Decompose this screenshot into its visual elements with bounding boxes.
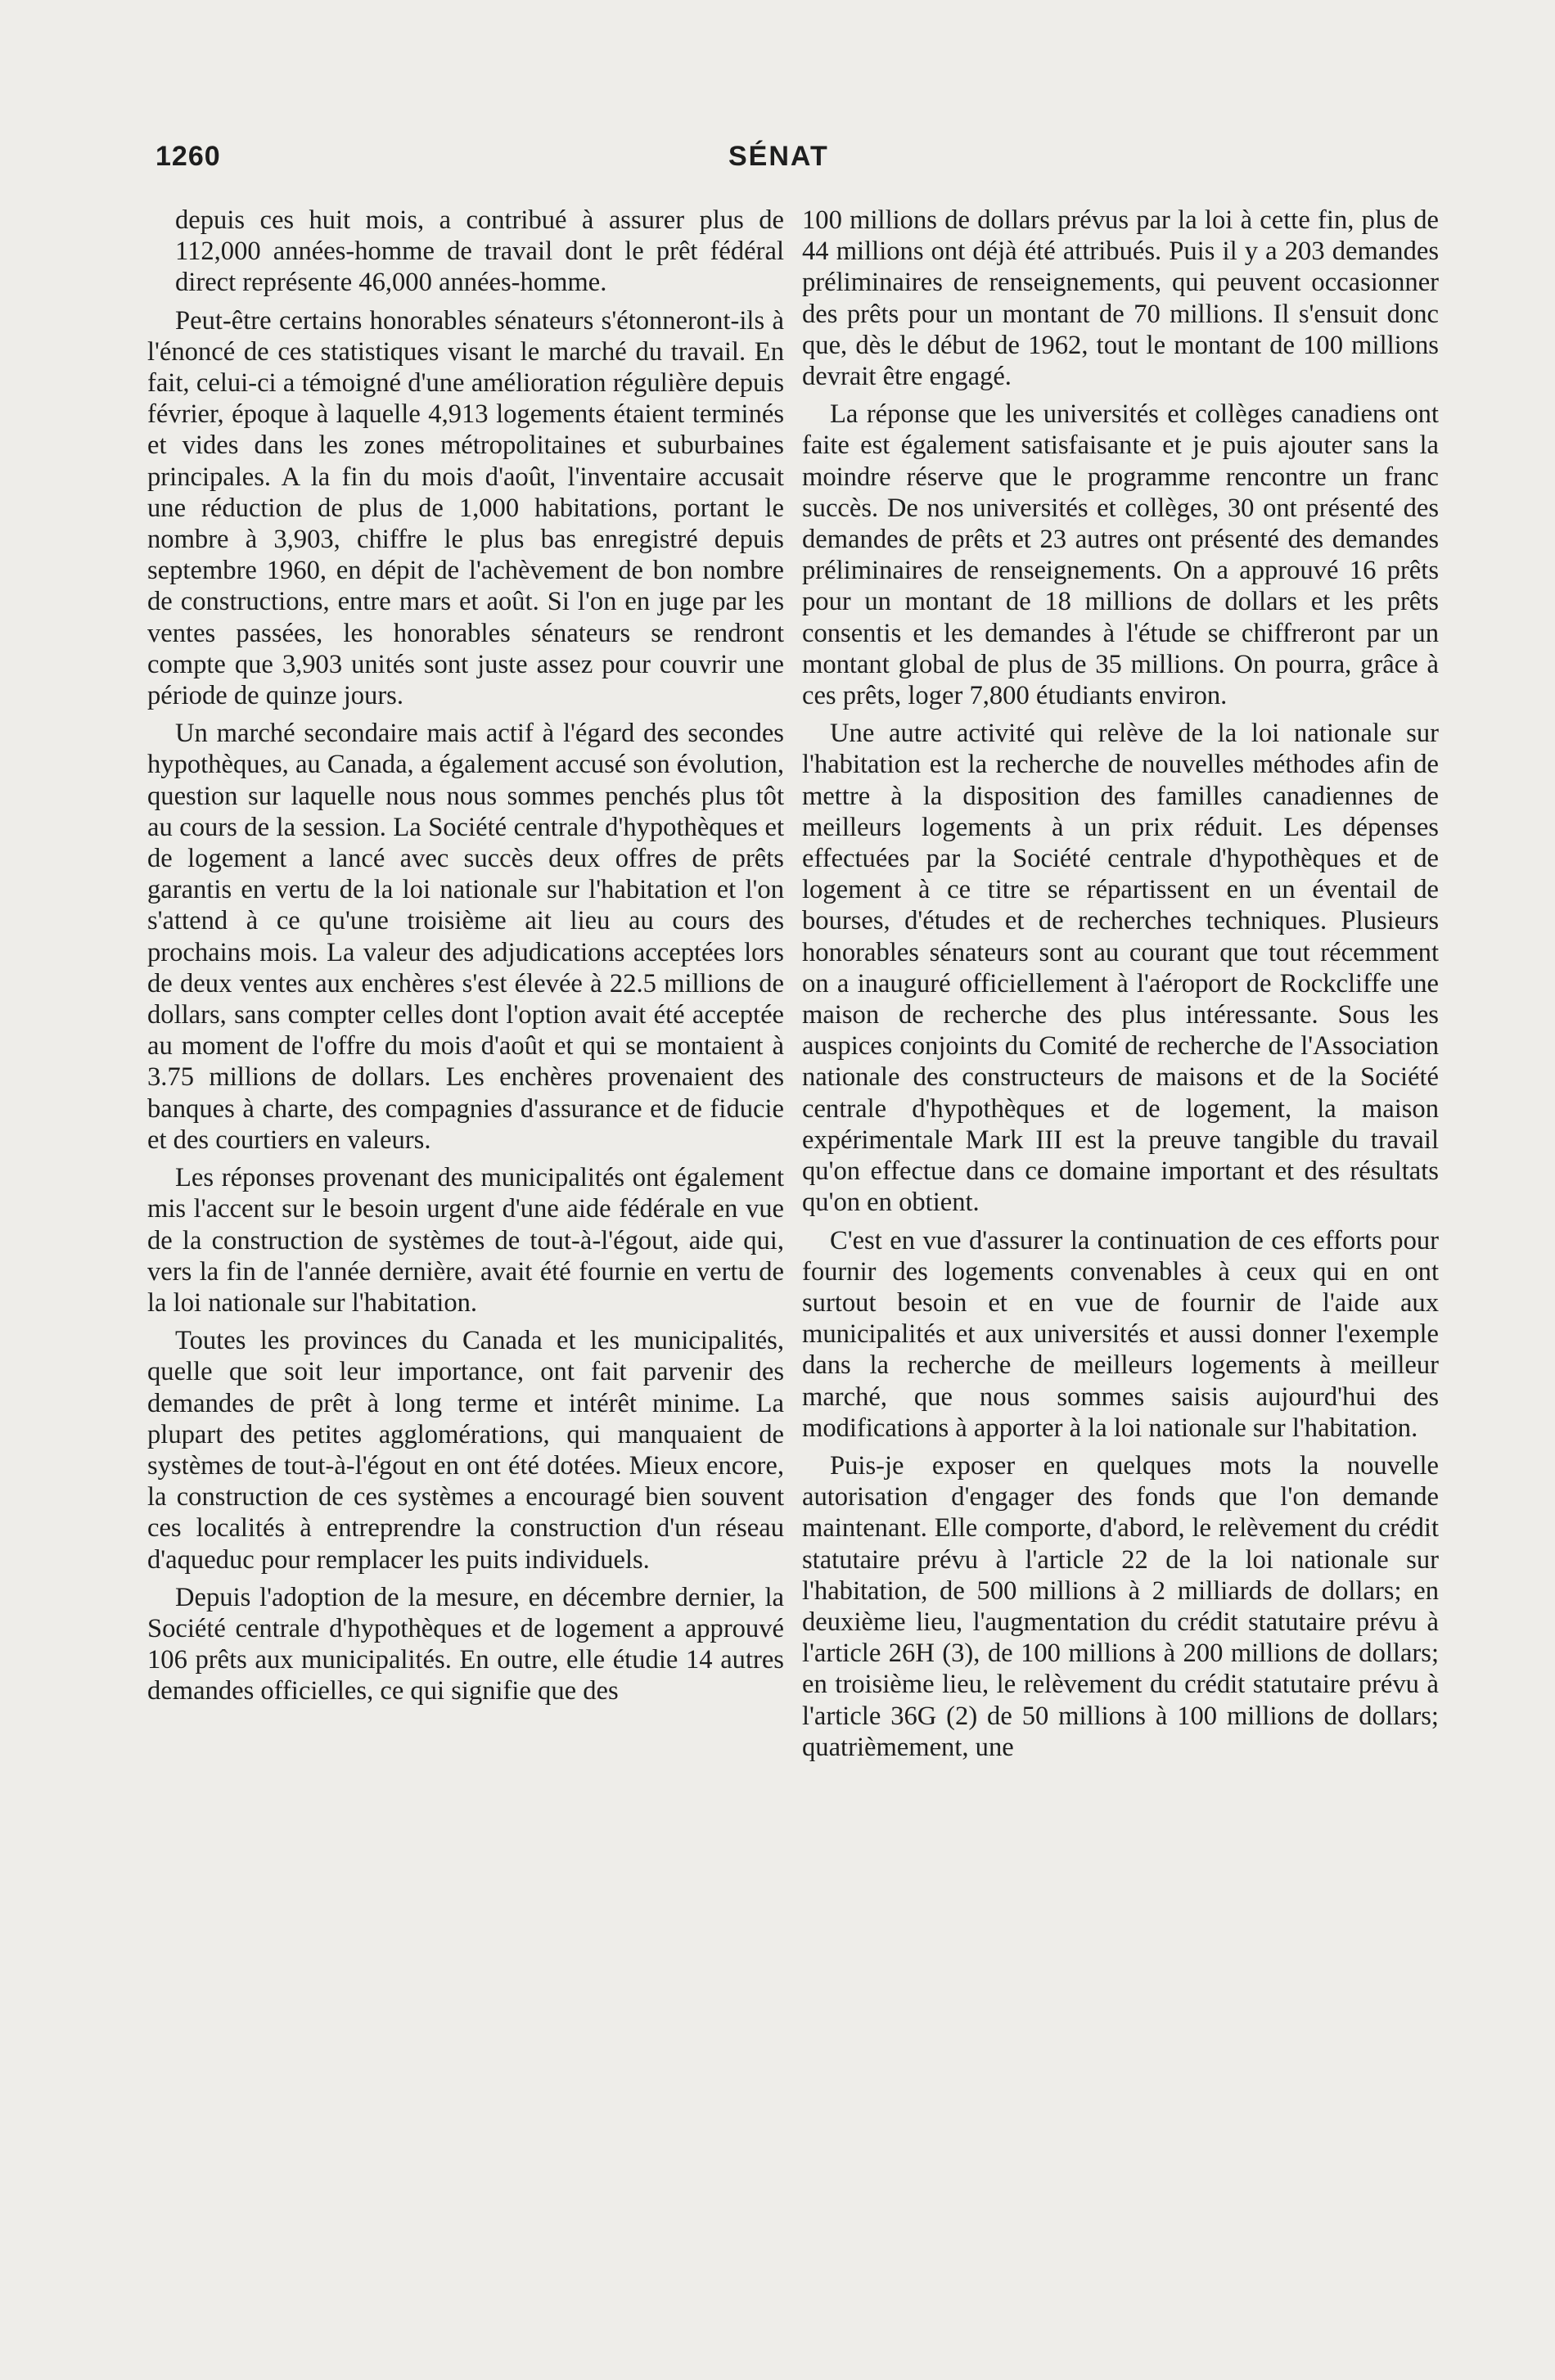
paragraph: Toutes les provinces du Canada et les municipalités, quelle que soit leur importance, ont fait parvenir des demandes de prêt à long terme et intérêt minime. La plupart des petites agglomérations, qui manquaient de systèmes de tout-à-l'égout en ont été dotées. Mieux encore, la construction de ces systèmes a encouragé bien souvent ces localités à entreprendre la construction d'un réseau d'aqueduc pour remplacer les puits individuels. — [147, 1326, 784, 1575]
paragraph: Une autre activité qui relève de la loi nationale sur l'habitation est la recherche de nouvelles méthodes afin de mettre à la disposition des familles canadiennes de meilleurs logements à un prix réduit. Les dépenses effectuées par la Société centrale d'hypothèques et de logement à ce titre se répartissent en un éventail de bourses, d'études et de recherches techniques. Plusieurs honorables sénateurs sont au courant que tout récemment on a inauguré officiellement à l'aéroport de Rockcliffe une maison de recherche des plus intéressante. Sous les auspices conjoints du Comité de recherche de l'Association nationale des constructeurs de maisons et de la Société centrale d'hypothèques et de logement, la maison expérimentale Mark III est la preuve tangible du travail qu'on effectue dans ce domaine important et des résultats qu'on en obtient. — [802, 719, 1439, 1218]
paragraph: Puis-je exposer en quelques mots la nouvelle autorisation d'engager des fonds que l'on demande maintenant. Elle comporte, d'abord, le relèvement du crédit statutaire prévu à l'article 22 de la loi nationale sur l'habitation, de 500 millions à 2 milliards de dollars; en deuxième lieu, l'augmentation du crédit statutaire prévu à l'article 26H (3), de 100 millions à 200 millions de dollars; en troisième lieu, le relèvement du crédit statutaire prévu à l'article 36G (2) de 50 millions à 100 millions de dollars; quatrièmement, une — [802, 1450, 1439, 1762]
paragraph: Peut-être certains honorables sénateurs s'étonneront-ils à l'énoncé de ces statistiques visant le marché du travail. En fait, celui-ci a témoigné d'une amélioration régulière depuis février, époque à laquelle 4,913 logements étaient terminés et vides dans les zones métropolitaines et suburbaines principales. A la fin du mois d'août, l'inventaire accusait une réduction de plus de 1,000 habitations, portant le nombre à 3,903, chiffre le plus bas enregistré depuis septembre 1960, en dépit de l'achèvement de bon nombre de constructions, entre mars et août. Si l'on en juge par les ventes passées, les honorables sénateurs se rendront compte que 3,903 unités sont juste assez pour couvrir une période de quinze jours. — [147, 305, 784, 711]
paragraph: La réponse que les universités et collèges canadiens ont faite est également satisfaisante et je puis ajouter sans la moindre réserve que le programme rencontre un franc succès. De nos universités et collèges, 30 ont présenté des demandes de prêts et 23 autres ont présenté des demandes préliminaires de renseignements. On a approuvé 16 prêts pour un montant de 18 millions de dollars et les prêts consentis et les demandes à l'étude se chiffreront par un montant global de plus de 35 millions. On pourra, grâce à ces prêts, loger 7,800 étudiants environ. — [802, 399, 1439, 711]
paragraph: Depuis l'adoption de la mesure, en décembre dernier, la Société centrale d'hypothèques et de logement a approuvé 106 prêts aux municipalités. En outre, elle étudie 14 autres demandes officielles, ce qui signifie que des — [147, 1582, 784, 1706]
paragraph: Un marché secondaire mais actif à l'égard des secondes hypothèques, au Canada, a également accusé son évolution, question sur laquelle nous nous sommes penchés plus tôt au cours de la session. La Société centrale d'hypothèques et de logement a lancé avec succès deux offres de prêts garantis en vertu de la loi nationale sur l'habitation et l'on s'attend à ce qu'une troisième ait lieu au cours des prochains mois. La valeur des adjudications acceptées lors de deux ventes aux enchères s'est élevée à 22.5 millions de dollars, sans compter celles dont l'option avait été acceptée au moment de l'offre du mois d'août et qui se montaient à 3.75 millions de dollars. Les enchères provenaient des banques à charte, des compagnies d'assurance et de fiducie et des courtiers en valeurs. — [147, 719, 784, 1155]
paragraph: 100 millions de dollars prévus par la loi à cette fin, plus de 44 millions ont déjà été attribués. Puis il y a 203 demandes préliminaires de renseignements, qui peuvent occasionner des prêts pour un montant de 70 millions. Il s'ensuit donc que, dès le début de 1962, tout le montant de 100 millions devrait être engagé. — [802, 205, 1439, 392]
paragraph: Les réponses provenant des municipalités ont également mis l'accent sur le besoin urgent d'une aide fédérale en vue de la construction de systèmes de tout-à-l'égout, aide qui, vers la fin de l'année dernière, avait été fournie en vertu de la loi nationale sur l'habitation. — [147, 1163, 784, 1318]
paragraph: depuis ces huit mois, a contribué à assurer plus de 112,000 années-homme de travail dont le prêt fédéral direct représente 46,000 années-homme. — [175, 205, 784, 298]
right-column — [802, 205, 1439, 1769]
running-head: SÉNAT — [728, 141, 829, 172]
page-header — [0, 141, 1555, 190]
paragraph: C'est en vue d'assurer la continuation de ces efforts pour fournir des logements convenables à ceux qui en ont surtout besoin et en vue de fournir de l'aide aux municipalités et aux universités et aussi donner l'exemple dans la recherche de meilleurs logements à meilleur marché, que nous sommes saisis aujourd'hui des modifications à apporter à la loi nationale sur l'habitation. — [802, 1225, 1439, 1443]
left-column — [147, 205, 784, 1714]
page-number: 1260 — [156, 141, 221, 172]
